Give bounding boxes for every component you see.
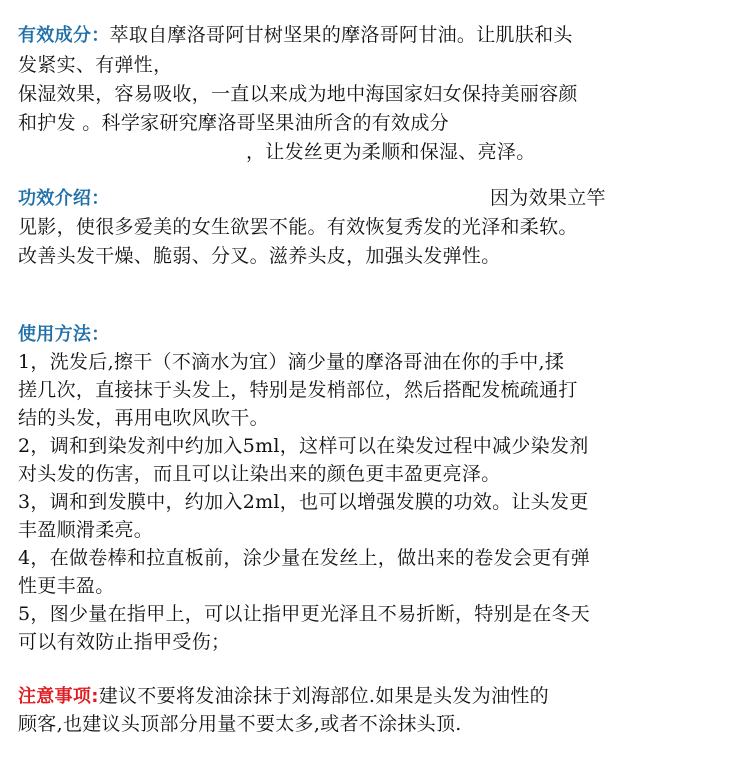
usage-step-1-line-2: 搓几次，直接抹于头发上，特别是发梢部位，然后搭配发梳疏通打	[18, 379, 578, 401]
notes-line-1	[18, 683, 549, 710]
usage-step-1-line-1: 1，洗发后,擦干（不滴水为宜）滴少量的摩洛哥油在你的手中,揉	[18, 351, 565, 373]
usage-heading: 使用方法	[18, 324, 92, 345]
usage-step-1-line-3: 结的头发，再用电吹风吹干。	[18, 407, 269, 429]
notes-text-1: 建议不要将发油涂抹于刘海部位.如果是头发为油性的	[98, 685, 549, 707]
ingredients-heading: 有效成分	[18, 25, 92, 46]
usage-step-5-line-1: 5，图少量在指甲上，可以让指甲更光泽且不易折断，特别是在冬天	[18, 603, 591, 625]
usage-step-4-line-2: 性更丰盈。	[18, 575, 115, 597]
usage-step-2-line-1: 2，调和到染发剂中约加入5ml，这样可以在染发过程中减少染发剂	[18, 435, 589, 457]
usage-step-2-line-2: 对头发的伤害，而且可以让染出来的颜色更丰盈更亮泽。	[18, 463, 501, 485]
usage-step-3-line-2: 丰盈顺滑柔亮。	[18, 519, 154, 541]
usage-step-3-line-1: 3，调和到发膜中，约加入2ml，也可以增强发膜的功效。让头发更	[18, 491, 589, 513]
notes-heading-colon: :	[91, 686, 99, 707]
ingredients-line-1	[18, 22, 573, 49]
ingredients-text-3: 保湿效果，容易吸收，一直以来成为地中海国家妇女保持美丽容颜	[18, 83, 578, 105]
effects-heading-colon: ：	[91, 188, 110, 209]
effects-heading-line	[18, 185, 110, 212]
ingredients-text-2: 发紧实、有弹性，	[18, 54, 173, 76]
usage-heading-colon: ：	[91, 324, 110, 345]
ingredients-text-1: 萃取自摩洛哥阿甘树坚果的摩洛哥阿甘油。让肌肤和头	[109, 24, 573, 46]
ingredients-heading-colon: ：	[91, 25, 110, 46]
usage-step-5-line-2: 可以有效防止指甲受伤；	[18, 631, 231, 653]
usage-step-4-line-1: 4，在做卷棒和拉直板前，涂少量在发丝上，做出来的卷发会更有弹	[18, 547, 591, 569]
effects-text-2: 见影，使很多爱美的女生欲罢不能。有效恢复秀发的光泽和柔软。	[18, 216, 578, 238]
effects-heading: 功效介绍	[18, 188, 92, 209]
notes-text-2: 顾客,也建议头顶部分用量不要太多,或者不涂抹头顶.	[18, 713, 462, 735]
ingredients-text-4: 和护发 。科学家研究摩洛哥坚果油所含的有效成分	[18, 112, 449, 134]
usage-heading-line	[18, 321, 110, 348]
effects-text-3: 改善头发干燥、脆弱、分叉。滋养头皮，加强头发弹性。	[18, 245, 501, 267]
effects-text-1: 因为效果立竿	[490, 187, 606, 209]
ingredients-text-5: ，让发丝更为柔顺和保湿、亮泽。	[246, 141, 536, 163]
notes-heading: 注意事项	[18, 686, 92, 707]
